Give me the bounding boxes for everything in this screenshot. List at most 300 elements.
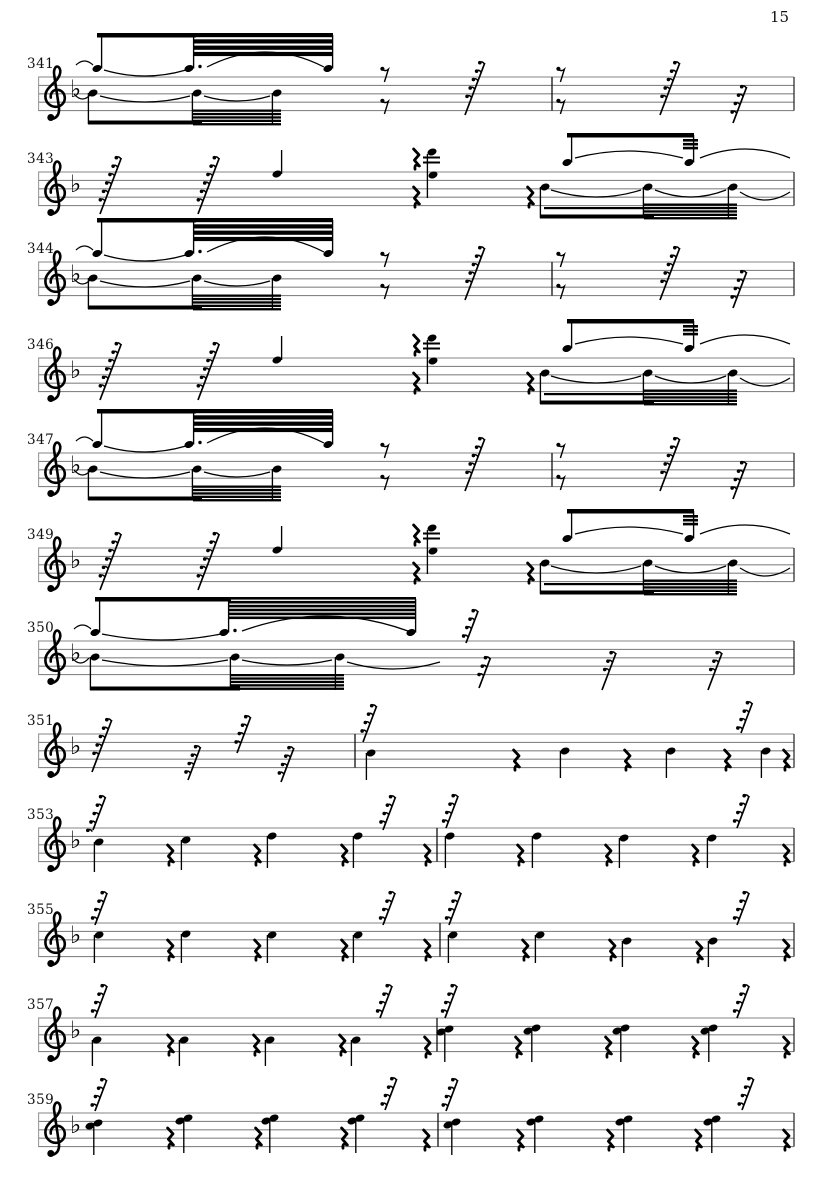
rest-hook-dot	[742, 891, 746, 895]
tremolo-beam	[229, 609, 416, 612]
tremolo-beam	[683, 515, 698, 518]
system-346	[38, 319, 794, 405]
rest-hook-dot	[209, 540, 213, 544]
rest-hook-dot	[213, 532, 217, 536]
rest-stroke	[708, 653, 722, 690]
notehead	[539, 368, 550, 378]
multi-flag-rest	[660, 61, 680, 115]
tie	[740, 192, 790, 200]
measure-number-341: 341	[27, 56, 55, 72]
flat-sign: ♭	[70, 451, 82, 479]
rest-hook-dot	[736, 1001, 740, 1005]
notehead	[642, 182, 653, 192]
notehead	[618, 833, 629, 843]
rest-hook-dot	[737, 469, 741, 473]
rest-hook-dot	[86, 829, 90, 833]
rest-hook-dot	[737, 278, 741, 282]
rest-hook-dot	[360, 729, 364, 733]
quarter-rest	[255, 940, 261, 960]
tremolo-beam	[644, 400, 737, 402]
rest-hook-dot	[660, 280, 664, 284]
rest-hook-dot	[445, 1095, 449, 1099]
system-350	[38, 597, 794, 691]
rest-hook-dot	[448, 908, 452, 912]
multi-flag-rest	[733, 891, 749, 925]
rest-hook-dot	[102, 376, 106, 380]
rest-hook-dot	[609, 651, 613, 655]
tie	[104, 255, 186, 261]
tie	[74, 625, 91, 629]
notehead	[539, 558, 550, 568]
rest-hook-dot	[102, 190, 106, 194]
rest-hook-dot	[468, 617, 472, 621]
beam	[97, 218, 196, 223]
notehead	[352, 831, 363, 841]
rest-hook-dot	[390, 1077, 394, 1081]
measure-number-351: 351	[27, 713, 55, 729]
rest-hook-dot	[387, 1085, 391, 1089]
multi-flag-rest	[360, 704, 376, 742]
tie	[76, 246, 93, 250]
rest-hook-dot	[99, 735, 103, 739]
rest-hook-dot	[450, 984, 454, 988]
notehead	[727, 182, 738, 192]
rest-hook-dot	[379, 1001, 383, 1005]
tremolo-beam	[644, 583, 737, 585]
rest-hook-dot	[91, 1009, 95, 1013]
tremolo-beam	[644, 393, 737, 395]
tie	[740, 378, 790, 386]
tremolo-beam	[194, 231, 333, 235]
tie	[700, 335, 790, 344]
rest-hook-dot	[200, 190, 204, 194]
notehead	[191, 273, 202, 283]
tremolo-beams	[193, 110, 281, 126]
measure-number-359: 359	[27, 1092, 55, 1108]
rest-hook-dot	[96, 803, 100, 807]
rest-hook-dot	[478, 437, 482, 441]
rest-hook-dot	[660, 95, 664, 99]
multi-flag-rest	[379, 795, 395, 830]
notehead	[180, 929, 191, 939]
tremolo-beam	[644, 396, 737, 398]
multi-flag-rest	[733, 794, 749, 828]
tremolo-beam	[193, 499, 281, 501]
tremolo-beam	[683, 143, 698, 146]
notehead	[561, 344, 572, 354]
rest-hook-dot	[478, 246, 482, 250]
multi-flag-rest	[86, 795, 106, 832]
rest-hook-dot	[105, 557, 109, 561]
multi-flag-rest	[465, 437, 485, 491]
rest-hook-dot	[673, 246, 677, 250]
tie	[204, 281, 270, 286]
tremolo-beams	[683, 139, 698, 149]
notehead	[707, 936, 718, 946]
beam	[97, 409, 196, 414]
multi-flag-rest	[730, 270, 746, 308]
tie	[551, 566, 641, 573]
rest-hook-dot	[99, 198, 103, 202]
flat-sign: ♭	[70, 639, 82, 667]
rest-hook-dot	[663, 271, 667, 275]
tremolo-beam	[229, 613, 416, 616]
notehead	[539, 182, 550, 192]
beam	[567, 319, 694, 324]
rest-hook-dot	[203, 557, 207, 561]
beam	[88, 497, 202, 501]
tie	[655, 376, 726, 383]
beam	[567, 133, 694, 138]
rest-hook-dot	[445, 916, 449, 920]
rest-hook-dot	[444, 1001, 448, 1005]
rest-hook-dot	[484, 656, 488, 660]
quarter-rest	[518, 845, 524, 865]
rest-hook-dot	[94, 908, 98, 912]
beam	[567, 509, 694, 514]
rest-hook-dot	[670, 254, 674, 258]
rest-hook-dot	[475, 254, 479, 258]
rest-hook-dot	[95, 743, 99, 747]
rest-hook-dot	[108, 359, 112, 363]
quarter-rest	[606, 1037, 612, 1057]
rest-hook-dot	[100, 984, 104, 988]
rest-hook-dot	[385, 984, 389, 988]
rest-hook-dot	[386, 803, 390, 807]
rest-hook-dot	[108, 173, 112, 177]
tremolo-beam	[644, 214, 737, 216]
rest-hook-dot	[94, 1095, 98, 1099]
quarter-rest	[168, 1035, 174, 1055]
rest-hook-dot	[741, 1094, 745, 1098]
notehead	[266, 831, 277, 841]
notehead	[642, 558, 653, 568]
quarter-rest	[696, 1130, 702, 1150]
rest-hook-dot	[737, 93, 741, 97]
rest-hook-dot	[384, 1094, 388, 1098]
multi-flag-rest	[730, 85, 746, 123]
rest-hook-dot	[287, 746, 291, 750]
system-347	[38, 409, 794, 501]
tremolo-beam	[229, 597, 416, 600]
rest-hook-dot	[451, 1078, 455, 1082]
beam	[544, 583, 650, 585]
rest-hook-dot	[663, 462, 667, 466]
multi-flag-rest	[380, 1077, 396, 1110]
augmentation-dot	[198, 441, 201, 444]
beam	[95, 597, 231, 602]
multi-flag-rest	[92, 718, 112, 772]
staff-lines	[38, 262, 794, 296]
system-349	[38, 509, 794, 595]
tremolo-beam	[194, 224, 333, 228]
system-341	[38, 33, 794, 125]
rest-hook-dot	[111, 540, 115, 544]
rest-hook-dot	[364, 721, 368, 725]
notehead	[191, 464, 202, 474]
rest-hook-dot	[102, 566, 106, 570]
rest-hook-dot	[477, 673, 481, 677]
tremolo-beam	[229, 617, 416, 620]
notehead	[271, 464, 282, 474]
rest-hook-dot	[660, 471, 664, 475]
measure-number-349: 349	[27, 527, 55, 543]
tie	[76, 437, 93, 441]
notehead	[665, 746, 676, 756]
rest-hook-dot	[475, 69, 479, 73]
tie	[204, 96, 270, 101]
multi-flag-rest	[602, 651, 616, 690]
tie	[76, 61, 93, 65]
notehead	[91, 64, 102, 74]
tremolo-beam	[683, 325, 698, 328]
rest-hook-dot	[379, 916, 383, 920]
measure-number-344: 344	[27, 241, 55, 257]
tie	[347, 662, 440, 669]
rest-hook-dot	[468, 86, 472, 90]
rest-hook-dot	[667, 78, 671, 82]
rest-hook-dot	[709, 668, 713, 672]
quarter-rest	[414, 335, 420, 355]
rest-hook-dot	[733, 916, 737, 920]
tremolo-beam	[644, 403, 737, 405]
tremolo-beam	[193, 492, 281, 494]
quarter-rest	[414, 525, 420, 545]
tremolo-beam	[683, 147, 698, 150]
rest-hook-dot	[97, 992, 101, 996]
quarter-rest	[255, 845, 261, 865]
quarter-rest	[425, 940, 431, 960]
notehead	[683, 158, 694, 168]
tie	[100, 96, 190, 102]
tremolo-beams	[683, 325, 698, 335]
rest-hook-dot	[734, 478, 738, 482]
tremolo-beam	[683, 523, 698, 526]
system-343	[38, 133, 794, 219]
quarter-rest	[425, 845, 431, 865]
rest-hook-dot	[480, 664, 484, 668]
rest-hook-dot	[740, 461, 744, 465]
eighth-rest	[380, 475, 388, 490]
system-353	[38, 794, 794, 872]
flat-sign: ♭	[70, 1016, 82, 1044]
rest-hook-dot	[389, 795, 393, 799]
rest-hook-dot	[606, 659, 610, 663]
rest-hook-dot	[736, 908, 740, 912]
rest-hook-dot	[379, 820, 383, 824]
flat-sign: ♭	[70, 260, 82, 288]
multi-flag-rest	[660, 246, 680, 300]
multi-flag-rest	[91, 891, 107, 925]
rest-hook-dot	[441, 1103, 445, 1107]
tremolo-beam	[644, 590, 737, 592]
system-357	[38, 984, 794, 1066]
tremolo-beam	[644, 217, 737, 219]
eighth-rest	[380, 284, 388, 299]
rest-hook-dot	[91, 916, 95, 920]
rest-hook-dot	[94, 1001, 98, 1005]
quarter-rest	[693, 1037, 699, 1057]
rest-hook-dot	[471, 609, 475, 613]
system-355	[38, 891, 794, 967]
multi-flag-rest	[708, 651, 722, 690]
tie	[242, 660, 332, 665]
beam	[97, 33, 196, 38]
rest-hook-dot	[472, 263, 476, 267]
rest-hook-dot	[465, 471, 469, 475]
tremolo-beam	[194, 46, 333, 50]
multi-flag-rest	[441, 1078, 457, 1111]
rest-hook-dot	[99, 795, 103, 799]
tremolo-beam	[193, 116, 281, 118]
multi-flag-rest	[442, 794, 458, 828]
rest-hook-dot	[100, 891, 104, 895]
notehead	[365, 748, 376, 758]
tremolo-beam	[644, 390, 737, 392]
tremolo-beam	[683, 333, 698, 336]
rest-hook-dot	[736, 726, 740, 730]
tremolo-beam	[683, 519, 698, 522]
rest-hook-dot	[380, 1102, 384, 1106]
flat-sign: ♭	[70, 546, 82, 574]
rest-hook-dot	[739, 718, 743, 722]
rest-hook-dot	[739, 899, 743, 903]
rest-hook-dot	[742, 794, 746, 798]
rest-hook-dot	[234, 740, 238, 744]
tremolo-beam	[193, 496, 281, 498]
notehead	[322, 249, 333, 259]
rest-hook-dot	[200, 376, 204, 380]
quarter-rest	[784, 845, 790, 865]
rest-hook-dot	[200, 566, 204, 570]
rest-hook-dot	[92, 812, 96, 816]
rest-hook-dot	[111, 164, 115, 168]
rest-hook-dot	[197, 198, 201, 202]
rest-hook-dot	[670, 445, 674, 449]
rest-hook-dot	[367, 712, 371, 716]
rest-hook-dot	[187, 762, 191, 766]
rest-hook-dot	[478, 61, 482, 65]
rest-hook-dot	[744, 1085, 748, 1089]
flat-sign: ♭	[70, 921, 82, 949]
notehead	[426, 147, 437, 157]
quarter-rest	[625, 750, 631, 770]
quarter-rest	[342, 940, 348, 960]
tremolo-beam	[194, 422, 333, 426]
rest-hook-dot	[736, 811, 740, 815]
beam	[544, 393, 650, 395]
tremolo-beam	[193, 486, 281, 488]
notehead	[621, 936, 632, 946]
tie	[102, 660, 228, 666]
augmentation-dot	[198, 65, 201, 68]
quarter-rest	[168, 940, 174, 960]
rest-hook-dot	[115, 156, 119, 160]
tremolo-beam	[231, 684, 344, 686]
notehead	[683, 344, 694, 354]
quarter-rest	[518, 1130, 524, 1150]
rest-hook-dot	[441, 1009, 445, 1013]
rest-hook-dot	[448, 802, 452, 806]
tie	[700, 525, 790, 534]
rest-hook-dot	[108, 549, 112, 553]
rest-hook-dot	[105, 367, 109, 371]
rest-hook-dot	[382, 908, 386, 912]
tie	[104, 446, 186, 452]
notehead	[561, 158, 572, 168]
rest-hook-dot	[281, 763, 285, 767]
tremolo-beam	[683, 139, 698, 142]
multi-flag-rest	[462, 609, 478, 643]
rest-hook-dot	[194, 745, 198, 749]
multi-flag-rest	[441, 984, 457, 1018]
rest-hook-dot	[203, 367, 207, 371]
tremolo-beam	[193, 298, 281, 300]
beam	[540, 401, 654, 405]
measure-number-347: 347	[27, 432, 55, 448]
notehead	[271, 355, 282, 365]
quarter-rest	[693, 845, 699, 865]
rest-hook-dot	[278, 771, 282, 775]
tremolo-beam	[229, 601, 416, 604]
rest-hook-dot	[673, 437, 677, 441]
notehead	[183, 440, 194, 450]
multi-flag-rest	[730, 461, 746, 499]
multi-flag-rest	[465, 61, 485, 115]
rest-hook-dot	[667, 454, 671, 458]
rest-hook-dot	[739, 992, 743, 996]
notehead	[727, 368, 738, 378]
tie	[740, 568, 790, 576]
notehead	[642, 368, 653, 378]
quarter-rest	[425, 1037, 431, 1057]
eighth-rest	[556, 475, 564, 490]
rest-hook-dot	[184, 770, 188, 774]
notehead	[271, 545, 282, 555]
notehead	[405, 628, 416, 638]
rest-hook-dot	[115, 532, 119, 536]
multi-flag-rest	[465, 246, 485, 300]
measure-number-350: 350	[27, 620, 55, 636]
rest-hook-dot	[740, 85, 744, 89]
rest-hook-dot	[213, 342, 217, 346]
rest-hook-dot	[730, 295, 734, 299]
notehead	[334, 652, 345, 662]
rest-hook-dot	[442, 819, 446, 823]
tremolo-beam	[193, 110, 281, 112]
rest-hook-dot	[472, 454, 476, 458]
rest-hook-dot	[447, 992, 451, 996]
flat-sign: ♭	[70, 170, 82, 198]
rest-hook-dot	[468, 462, 472, 466]
notehead	[561, 534, 572, 544]
tie	[204, 472, 270, 477]
beam	[540, 215, 654, 219]
multi-flag-rest	[90, 1078, 106, 1111]
notehead	[322, 440, 333, 450]
tremolo-beam	[644, 210, 737, 212]
rest-hook-dot	[667, 263, 671, 267]
staff-lines	[38, 77, 794, 111]
rest-hook-dot	[105, 718, 109, 722]
eighth-rest	[380, 443, 388, 458]
rest-hook-dot	[203, 181, 207, 185]
tie	[655, 566, 726, 573]
eighth-rest	[380, 252, 388, 267]
tremolo-beams	[231, 674, 344, 690]
beam	[90, 687, 240, 691]
rest-hook-dot	[191, 753, 195, 757]
